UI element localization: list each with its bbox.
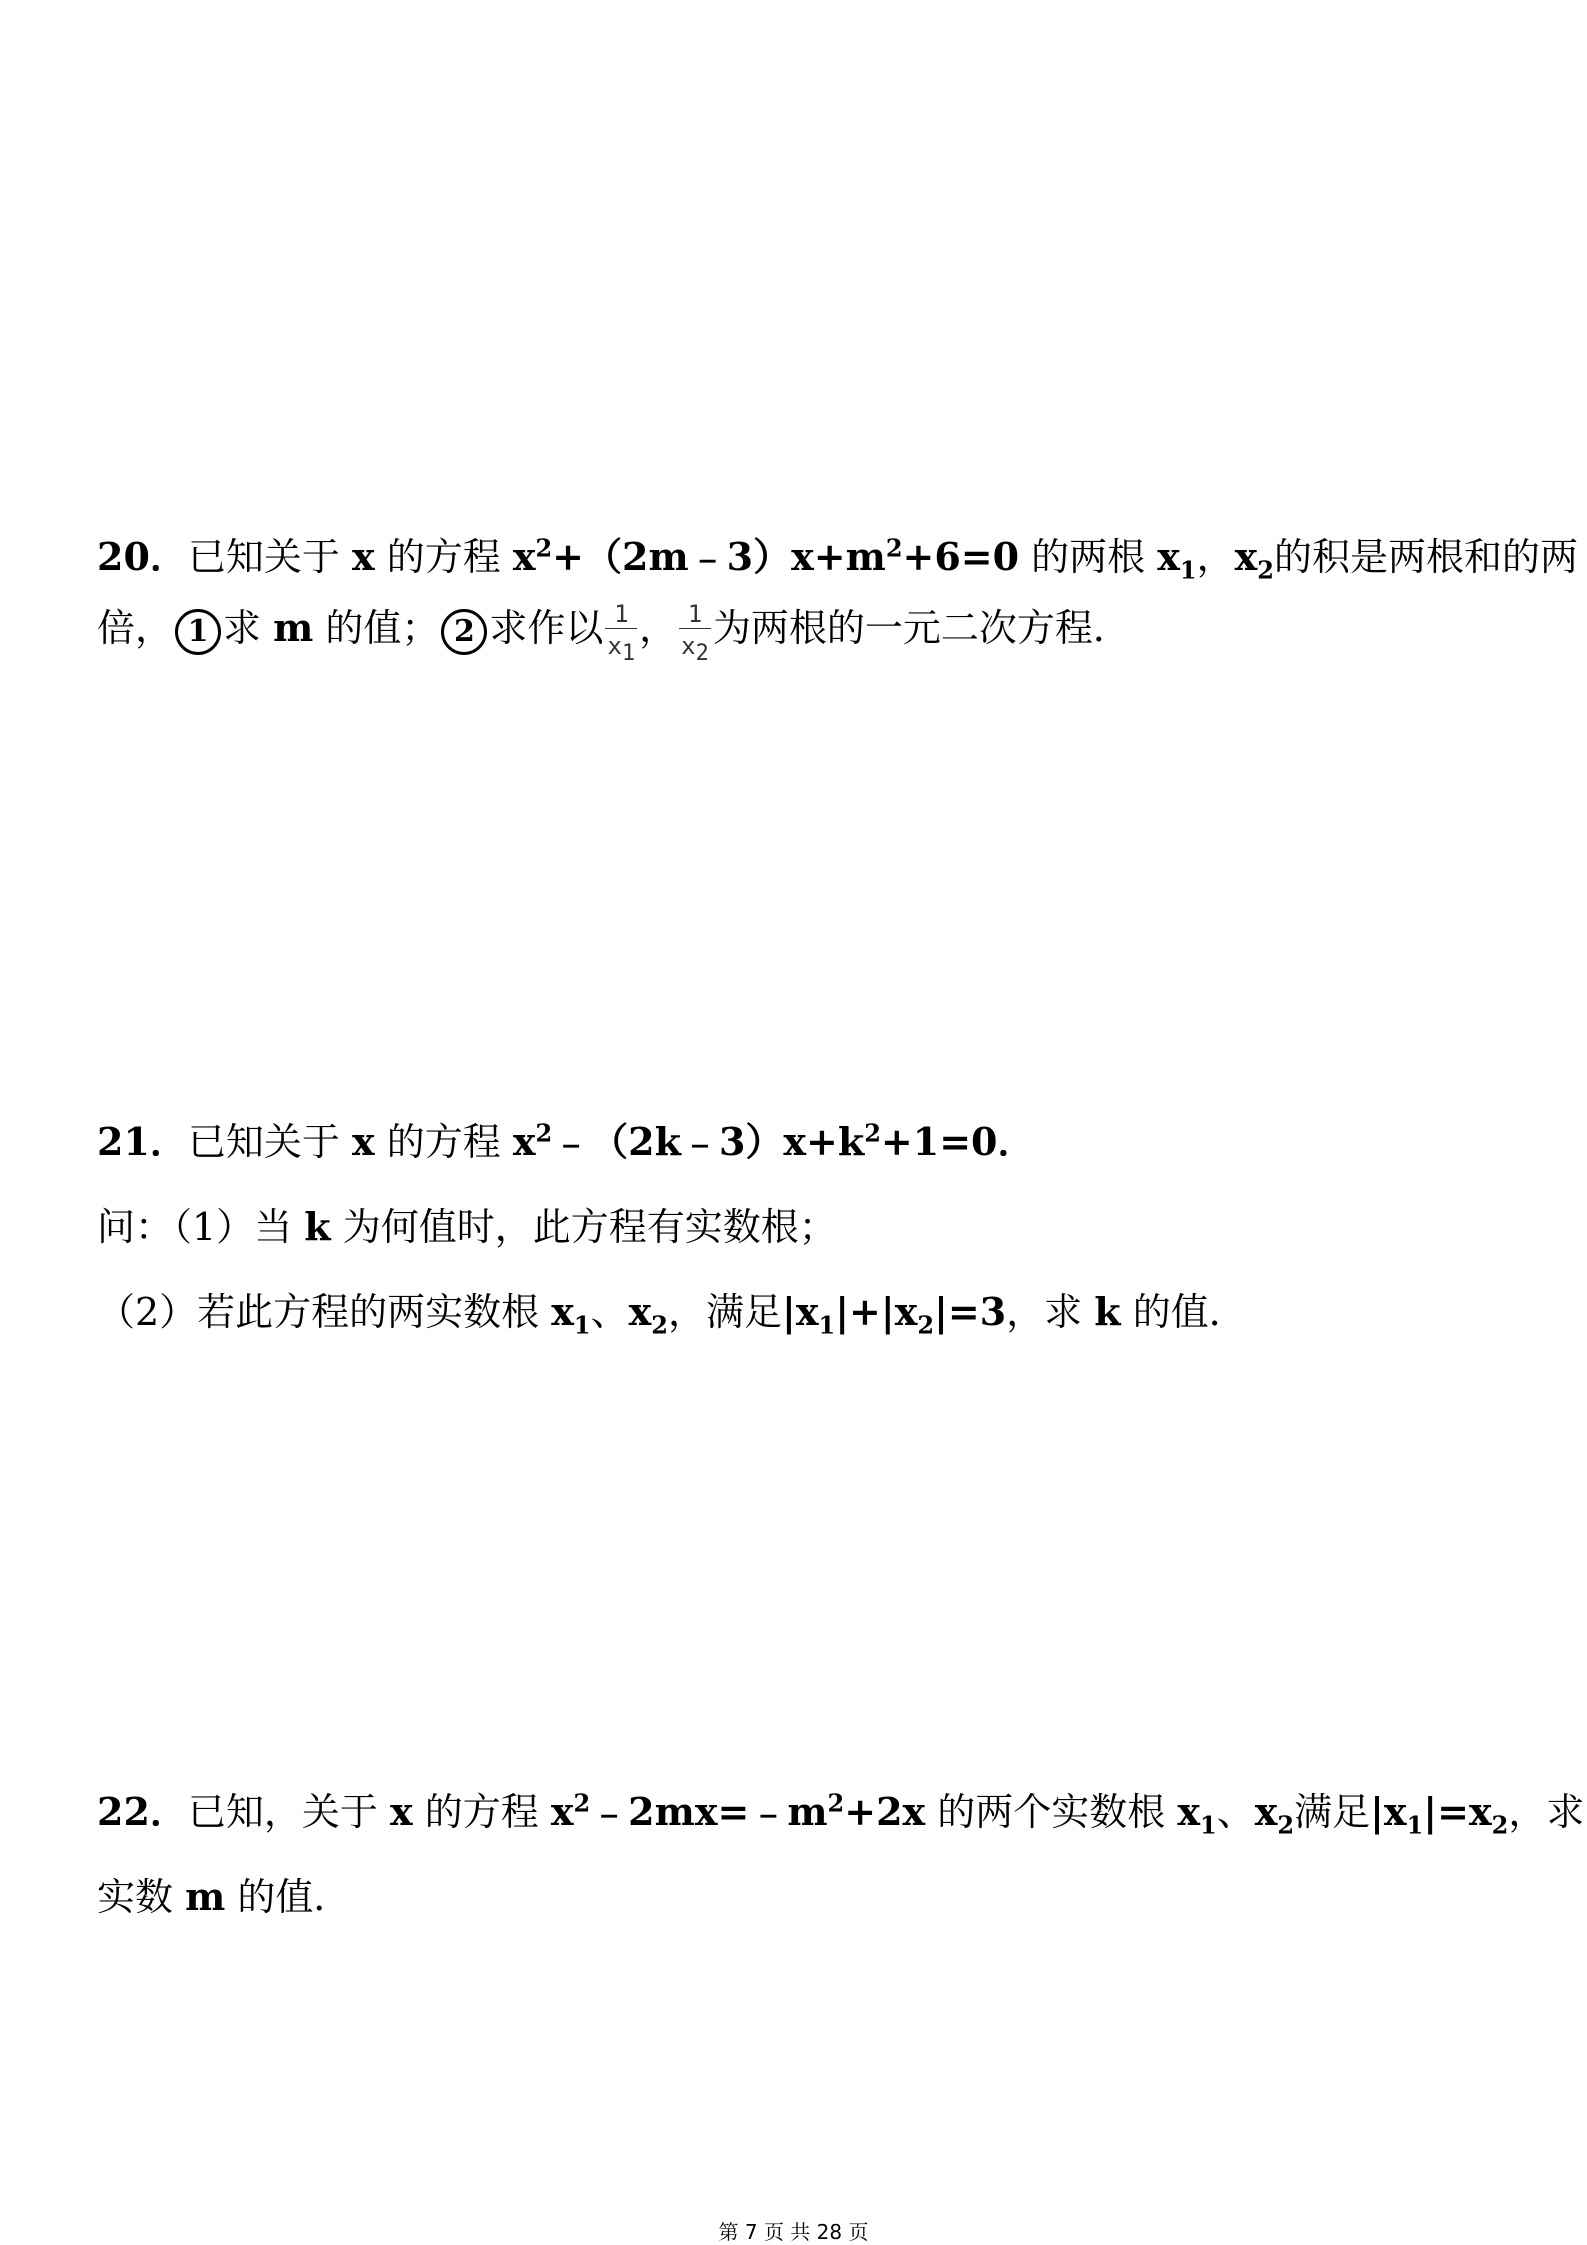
root-x2: $x_2$	[628, 1289, 668, 1340]
root-x1: $x_1$	[1157, 534, 1197, 585]
q20-text: 的方程	[374, 535, 513, 579]
q22-line1	[97, 1787, 1585, 1840]
q20-text: 为两根的一元二次方程．	[712, 606, 1131, 650]
q22-text: 满足	[1294, 1790, 1371, 1834]
q20-separator: ，	[639, 606, 678, 650]
q21-number: 21．	[97, 1119, 188, 1164]
q21-text: ，求	[1006, 1290, 1095, 1334]
q21-text: 问：（1）当	[97, 1205, 305, 1249]
var-x: x	[389, 1789, 413, 1834]
q20-text: 倍，	[97, 606, 174, 650]
q20-comma: ，	[1196, 535, 1235, 579]
q20-number: 20．	[97, 534, 188, 579]
q21-line2	[97, 1202, 837, 1252]
q21-text: 已知关于	[187, 1120, 352, 1164]
q21-text: 为何值时，此方程有实数根；	[330, 1205, 837, 1249]
var-m: m	[273, 605, 314, 650]
q21-text: 、	[590, 1290, 629, 1334]
q20-line1	[97, 532, 1578, 585]
q20-line2	[97, 600, 1131, 666]
q21-text: 的值．	[1120, 1290, 1247, 1334]
q21-text: （2）若此方程的两实数根	[97, 1290, 552, 1334]
q22-text: 实数	[97, 1875, 186, 1919]
q22-text: ，求	[1508, 1790, 1585, 1834]
q22-text: 的方程	[412, 1790, 551, 1834]
root-x1: $x_1$	[551, 1289, 591, 1340]
q20-text: 求	[223, 606, 274, 650]
q21-line3	[97, 1287, 1247, 1340]
q22-equation: $x^2﹣2mx=﹣m^2+2x$	[550, 1788, 926, 1834]
root-x1: $x_1$	[1177, 1789, 1217, 1840]
circled-number-2: 2	[441, 609, 487, 655]
q20-text: 的两根	[1019, 535, 1158, 579]
q22-text: 、	[1216, 1790, 1255, 1834]
q22-text: 已知，关于	[187, 1790, 390, 1834]
abs-value-condition: $|x_1|+|x_2|=3$	[782, 1289, 1007, 1340]
q21-text: ，满足	[668, 1290, 783, 1334]
q20-text: 求作以	[489, 606, 604, 650]
q21-line1	[97, 1117, 1035, 1167]
var-m: m	[185, 1874, 226, 1919]
var-x: x	[351, 534, 375, 579]
fraction-1-over-x2: $\frac{1}{x_2}$	[681, 600, 709, 666]
fraction-1-over-x1: $\frac{1}{x_1}$	[607, 600, 636, 666]
root-x2: $x_2$	[1234, 534, 1274, 585]
var-x: x	[351, 1119, 375, 1164]
q21-equation: $x^2﹣(2k﹣3)x+k^2+1=0$．	[512, 1118, 1036, 1164]
var-k: k	[304, 1204, 331, 1249]
q20-text: 的积是两根和的两	[1273, 535, 1578, 579]
q22-text: 的两个实数根	[925, 1790, 1178, 1834]
q21-text: 的方程	[374, 1120, 513, 1164]
q20-text: 的值；	[313, 606, 440, 650]
abs-value-condition: $|x_1|=x_2$	[1370, 1789, 1509, 1840]
q22-text: 的值．	[225, 1875, 352, 1919]
q20-equation: $x^2+(2m﹣3)x+m^2+6=0$	[512, 533, 1020, 579]
var-k: k	[1094, 1289, 1121, 1334]
q22-line2	[97, 1872, 351, 1922]
root-x2: $x_2$	[1254, 1789, 1295, 1840]
q20-text: 已知关于	[187, 535, 352, 579]
page-footer: 第 7 页 共 28 页	[718, 2220, 869, 2244]
circled-number-1: 1	[175, 609, 221, 655]
q22-number: 22．	[97, 1789, 188, 1834]
